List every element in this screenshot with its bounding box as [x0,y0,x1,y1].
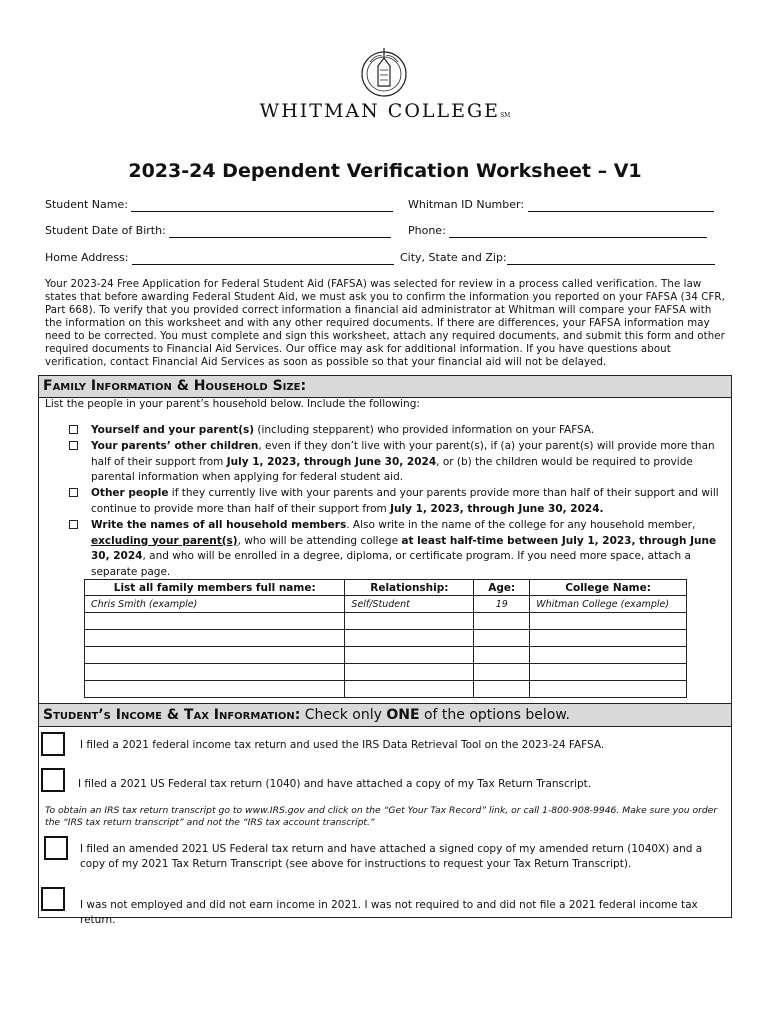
family-list-intro: List the people in your parent’s household below. Include the following: [45,398,420,410]
table-row[interactable] [85,647,687,664]
checkbox-icon [69,425,78,434]
checkbox-icon [69,488,78,497]
checkbox-icon [69,520,78,529]
table-row[interactable] [85,613,687,630]
dob-field[interactable]: Student Date of Birth: [45,224,391,238]
college-seal-logo [356,44,412,100]
option-2-label: I filed a 2021 US Federal tax return (1040) and have attached a copy of my Tax Return Transcript. [78,778,592,790]
option-4-checkbox[interactable] [41,887,65,911]
bullet-other-people: Other people if they currently live with your parents and your parents provide more than half of their support and will continue to provide more than half of their support from July 1, 2023, through June 30, 2024. [69,486,719,517]
col-header-age: Age: [474,580,530,596]
option-1-label: I filed a 2021 federal income tax return and used the IRS Data Retrieval Tool on the 2023-24 FAFSA. [80,739,605,751]
table-row-example [85,596,687,613]
col-header-college: College Name: [530,580,687,596]
option-3-checkbox[interactable] [44,836,68,860]
family-section [38,375,732,705]
table-row[interactable] [85,630,687,647]
table-header-row [85,580,687,596]
bullet-household-members: Write the names of all household members. Also write in the name of the college for any household member, excluding your parent(s), who will be attending college at least half-time between July 1, 2023, through June 30, 2024, and who will be enrolled in a degree, diploma, or certificate program. If you need more space, attach a separate page. [69,518,719,580]
option-4-label: I was not employed and did not earn income in 2021. I was not required to and did not file a 2021 federal income tax return. [80,899,698,926]
phone-field[interactable]: Phone: [408,224,707,238]
intro-paragraph: Your 2023-24 Free Application for Federal Student Aid (FAFSA) was selected for review in a process called verification. The law states that before awarding Federal Student Aid, we must ask you to confirm the information you reported on your FAFSA (34 CFR, Part 668). To verify that you provided correct information a financial aid administrator at Whitman will compare your FAFSA with the information on this worksheet and with any other required documents. If there are differences, your FAFSA information may need to be corrected. You must complete and sign this worksheet, attach any required documents, and submit this form and other required documents to Financial Aid Services. Our office may ask for additional information. If you have questions about verification, contact Financial Aid Services as soon as possible so that your financial aid will not be delayed. [45,279,725,368]
example-name: Chris Smith (example) [85,596,345,613]
example-college: Whitman College (example) [530,596,687,613]
option-2-checkbox[interactable] [41,768,65,792]
transcript-note: To obtain an IRS tax return transcript go to www.IRS.gov and click on the “Get Your Tax Record” link, or call 1-800-908-9946. Make sure you order the “IRS tax return transcript” and not the “IRS tax account transcript.” [45,805,718,828]
page-title: 2023-24 Dependent Verification Worksheet – V1 [128,160,642,182]
student-name-field[interactable]: Student Name: [45,198,393,212]
col-header-name: List all family members full name: [85,580,345,596]
table-row[interactable] [85,664,687,681]
bullet-self-parents: Yourself and your parent(s) (including stepparent) who provided information on your FAFSA. [69,423,719,439]
family-heading: Family Information & Household Size: [39,376,731,398]
college-name: WHITMAN COLLEGESM [259,100,511,122]
family-table [84,579,687,698]
example-relationship: Self/Student [345,596,474,613]
example-age: 19 [474,596,530,613]
bullet-other-children: Your parents’ other children, even if they don’t live with your parent(s), if (a) your parent(s) will provide more than half of their support from July 1, 2023, through June 30, 2024, or (b) the children would be required to provide parental information when applying for federal student aid. [69,439,719,486]
option-3-label: I filed an amended 2021 US Federal tax return and have attached a signed copy of my amended return (1040X) and a copy of my 2021 Tax Return Transcript (see above for instructions to request your Tax Return Transcript). [80,843,703,870]
whitman-id-field[interactable]: Whitman ID Number: [408,198,714,212]
table-row[interactable] [85,681,687,698]
checkbox-icon [69,441,78,450]
home-address-field[interactable]: Home Address: [45,251,394,265]
income-heading: Student’s Income & Tax Information: Check only ONE of the options below. [39,703,731,727]
option-1-checkbox[interactable] [41,732,65,756]
col-header-relationship: Relationship: [345,580,474,596]
city-state-zip-field[interactable]: City, State and Zip: [400,251,715,265]
